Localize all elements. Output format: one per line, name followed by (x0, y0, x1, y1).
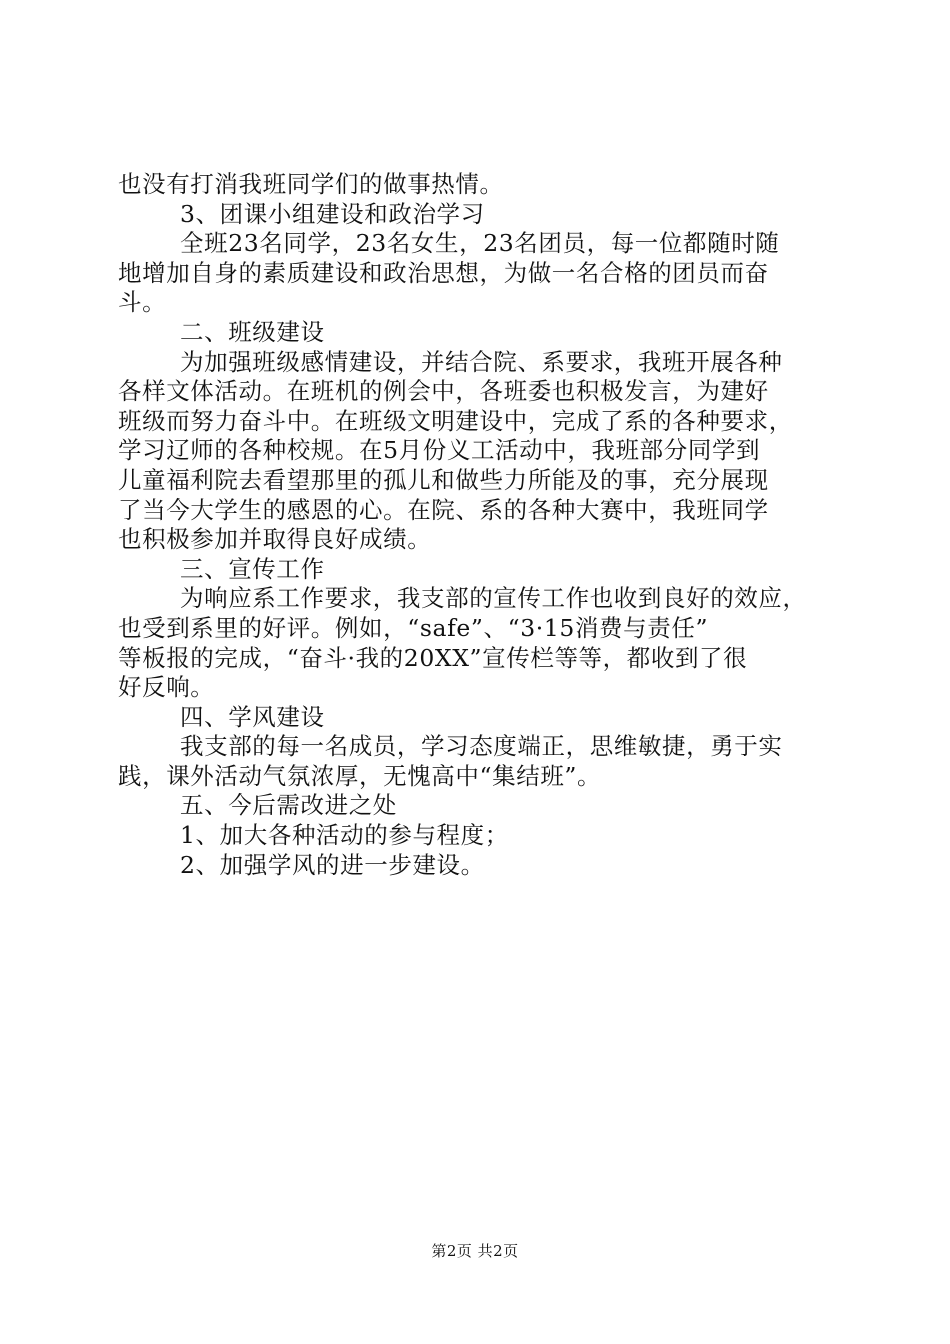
paragraph-line: 班级而努力奋斗中。在班级文明建设中，完成了系的各种要求， (118, 406, 793, 435)
page-footer (0, 1241, 950, 1261)
paragraph-line: 好反响。 (118, 673, 215, 702)
subsection-heading: 3、团课小组建设和政治学习 (180, 199, 485, 228)
paragraph-line: 也没有打消我班同学们的做事热情。 (118, 170, 504, 198)
paragraph-line: 为响应系工作要求，我支部的宣传工作也收到良好的效应， (180, 584, 807, 613)
paragraph-line: 全班23名同学，23名女生，23名团员，每一位都随时随 (180, 229, 780, 258)
list-item: 2、加强学风的进一步建设。 (180, 850, 485, 879)
document-body (118, 170, 838, 880)
paragraph-line: 学习辽师的各种校规。在5月份义工活动中，我班部分同学到 (118, 436, 761, 465)
section-heading: 三、宣传工作 (180, 554, 325, 583)
paragraph-line: 地增加自身的素质建设和政治思想，为做一名合格的团员而奋 (118, 258, 769, 287)
paragraph-line: 践，课外活动气氛浓厚，无愧高中“集结班”。 (118, 761, 602, 790)
paragraph-line: 儿童福利院去看望那里的孤儿和做些力所能及的事，充分展现 (118, 465, 769, 494)
paragraph-line: 各样文体活动。在班机的例会中，各班委也积极发言，为建好 (118, 377, 769, 406)
paragraph-line: 也积极参加并取得良好成绩。 (118, 525, 432, 554)
section-heading: 四、学风建设 (180, 702, 325, 731)
page-number-label: 第2页 共2页 (431, 1242, 519, 1260)
paragraph-line: 了当今大学生的感恩的心。在院、系的各种大赛中，我班同学 (118, 495, 769, 524)
paragraph-line: 斗。 (118, 288, 167, 317)
paragraph-line: 也受到系里的好评。例如，“safe”、“3·15消费与责任” (118, 613, 709, 642)
list-item: 1、加大各种活动的参与程度； (180, 821, 509, 850)
paragraph-line: 我支部的每一名成员，学习态度端正，思维敏捷，勇于实 (180, 732, 783, 761)
section-heading: 二、班级建设 (180, 317, 325, 346)
section-heading: 五、今后需改进之处 (180, 791, 397, 820)
paragraph-line: 等板报的完成，“奋斗·我的20XX”宣传栏等等，都收到了很 (118, 643, 748, 672)
paragraph-line: 为加强班级感情建设，并结合院、系要求，我班开展各种 (180, 347, 783, 376)
